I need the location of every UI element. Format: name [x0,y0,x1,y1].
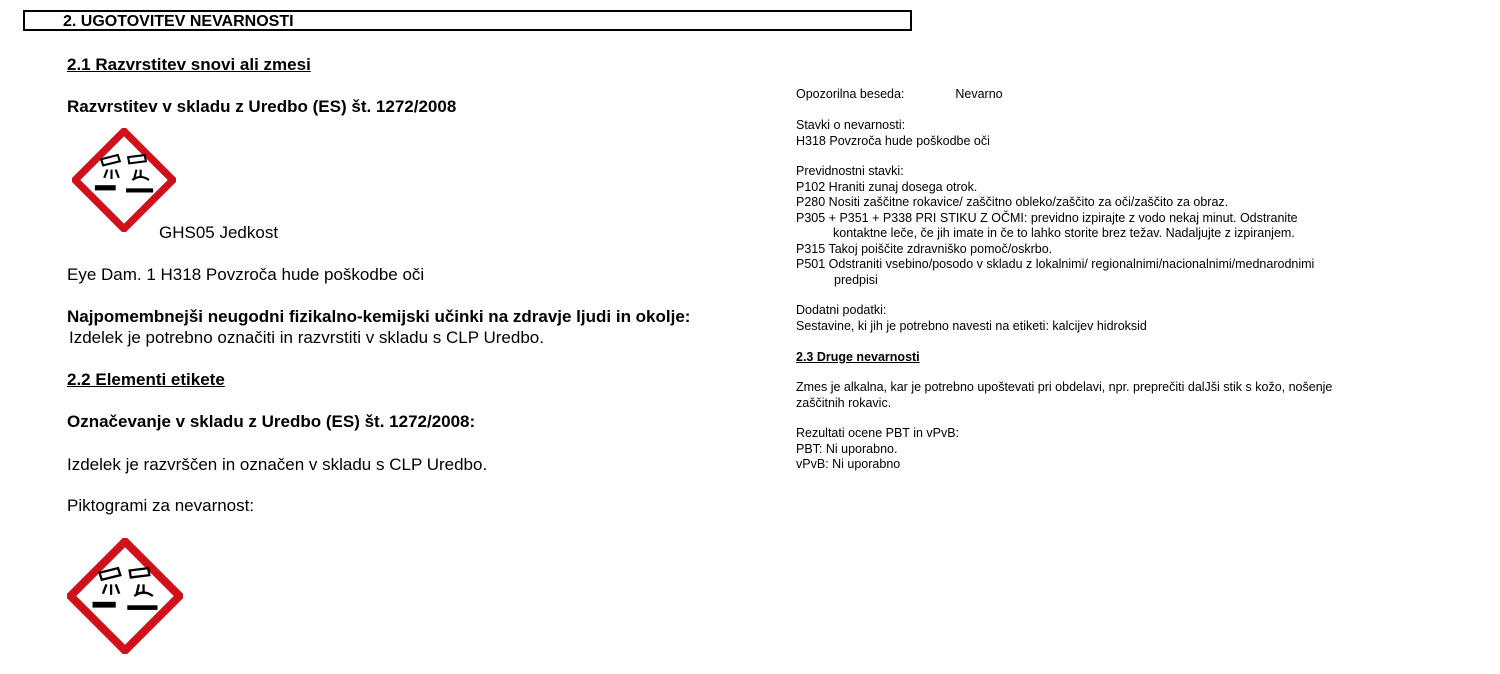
additional-info [796,303,1147,334]
vpvb-value: vPvB: Ni uporabno [796,457,901,471]
heading-2-3: 2.3 Druge nevarnosti [796,350,920,364]
labelling-heading: Označevanje v skladu z Uredbo (ES) št. 1272/2008: [67,412,476,431]
additional-label: Dodatni podatki: [796,303,887,317]
p501-line2: predpisi [834,272,878,287]
ghs05-corrosion-icon [72,128,176,232]
signal-word-value: Nevarno [955,87,1003,101]
hazard-statements [796,118,990,149]
effects-heading: Najpomembnejši neugodni fizikalno-kemijski učinki na zdravje ljudi in okolje: [67,307,691,326]
pbt-results [796,426,959,473]
pbt-value: PBT: Ni uporabno. [796,441,898,456]
effects-text: Izdelek je potrebno označiti in razvrstiti v skladu s CLP Uredbo. [69,328,544,347]
additional-text: Sestavine, ki jih je potrebno navesti na etiketi: kalcijev hidroksid [796,318,1147,333]
hazard-class: Eye Dam. 1 H318 Povzroča hude poškodbe oči [67,265,425,284]
signal-word-label: Opozorilna beseda: [796,87,905,101]
p102: P102 Hraniti zunaj dosega otrok. [796,179,978,194]
precautionary-label: Previdnostni stavki: [796,164,904,178]
other-hazards [796,380,1332,411]
pbt-label: Rezultati ocene PBT in vPvB: [796,426,960,440]
section-header [23,10,912,31]
pictogram-caption: GHS05 Jedkost [159,223,279,242]
pictograms-label: Piktogrami za nevarnost: [67,496,255,515]
section-title: 2. UGOTOVITEV NEVARNOSTI [63,13,294,30]
classification-heading: Razvrstitev v skladu z Uredbo (ES) št. 1272/2008 [67,97,457,116]
heading-2-1: 2.1 Razvrstitev snovi ali zmesi [67,55,311,74]
hazard-statements-label: Stavki o nevarnosti: [796,118,906,132]
p501-line1: P501 Odstraniti vsebino/posodo v skladu z lokalnimi/ regionalnimi/nacionalnimi/mednarodnimi [796,257,1315,271]
p305-line1: P305 + P351 + P338 PRI STIKU Z OČMI: previdno izpirajte z vodo nekaj minut. Odstranite [796,210,1298,225]
other-hazards-line2: zaščitnih rokavic. [796,395,892,410]
hazard-statement-h318: H318 Povzroča hude poškodbe oči [796,133,990,148]
p305-line2: kontaktne leče, če jih imate in če to lahko storite brez težav. Nadaljujte z izpiranjem. [833,226,1295,240]
heading-2-2: 2.2 Elementi etikete [67,370,225,389]
other-hazards-line1: Zmes je alkalna, kar je potrebno upoštevati pri obdelavi, npr. preprečiti dalJši stik s kožo, nošenje [796,380,1333,394]
precautionary-statements [796,164,1314,288]
p315: P315 Takoj poiščite zdravniško pomoč/oskrbo. [796,241,1053,256]
labelling-text: Izdelek je razvrščen in označen v skladu s CLP Uredbo. [67,455,488,474]
signal-word-row [796,87,1003,103]
p280: P280 Nositi zaščitne rokavice/ zaščitno obleko/zaščito za oči/zaščito za obraz. [796,195,1229,209]
ghs05-corrosion-icon [67,538,183,654]
